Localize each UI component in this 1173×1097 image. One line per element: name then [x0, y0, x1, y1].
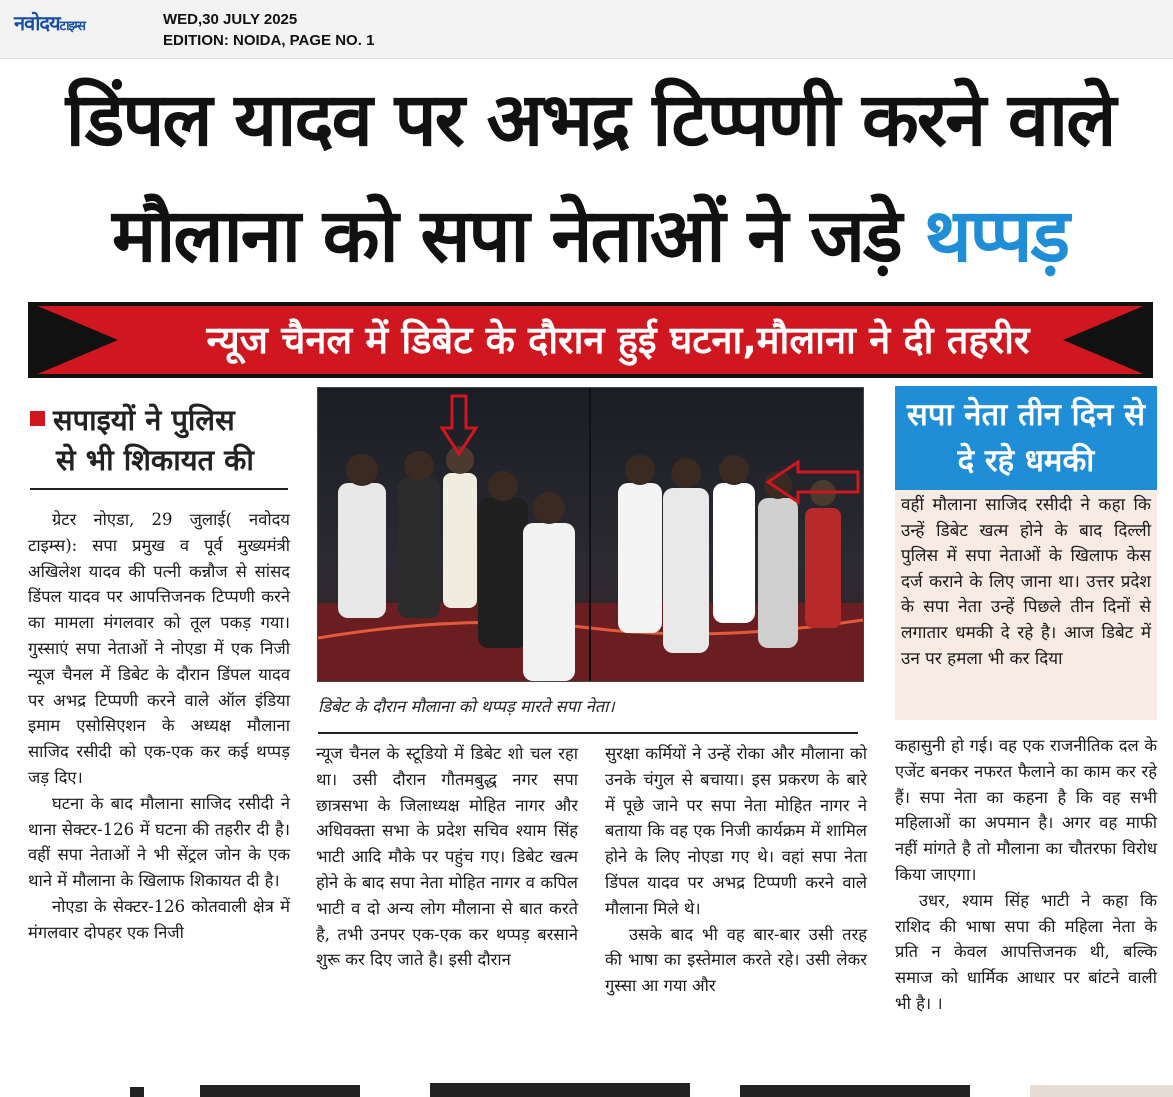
subheadline-ribbon: [28, 302, 1153, 378]
subhead-line-2: से भी शिकायत की: [56, 443, 254, 477]
publication-logo[interactable]: [14, 9, 85, 36]
edition-info: EDITION: NOIDA, PAGE NO. 1: [163, 32, 375, 49]
edition-meta: [163, 9, 374, 51]
news-photo[interactable]: [317, 387, 864, 682]
sidebox-body: [895, 490, 1157, 720]
column-3-paragraph: उसके बाद भी वह बार-बार उसी तरह की भाषा का इस्तेमाल करते रहे। उसी लेकर गुस्सा आ गया और: [605, 924, 867, 996]
debate-scene-image: [318, 388, 863, 681]
logo-sub: टाइम्स: [59, 19, 85, 34]
headline-line-2: [20, 186, 1160, 286]
cutoff-text-shapes: [0, 1079, 1173, 1097]
masthead: [0, 0, 1173, 59]
photo-caption: डिबेट के दौरान मौलाना को थप्पड़ मारते सपा नेता।: [318, 697, 615, 716]
column-3-paragraph: सुरक्षा कर्मियों ने उन्हें रोका और मौलाना को उनके चंगुल से बचाया। इस प्रकरण के बारे में पूछे जाने पर सपा नेता मोहित नागर ने बताया कि वह एक निजी कार्यक्रम में शामिल होने के लिए नोएडा गए थे। वहां सपा नेता डिंपल यादव पर अभद्र टिप्पणी करने वाले मौलाना मिले थे।: [605, 744, 867, 918]
column-4-paragraph: उधर, श्याम सिंह भाटी ने कहा कि राशिद की भाषा सपा की महिला नेता के प्रति न केवल आपत्तिजनक थी, बल्कि समाज को धार्मिक आधार पर बांटने वाली भी है। ।: [895, 890, 1157, 1013]
headline-highlight: थप्पड़: [924, 193, 1069, 279]
next-headline-cutoff: [0, 1079, 1173, 1097]
article-column-3: [605, 741, 867, 999]
headline-line-1: डिंपल यादव पर अभद्र टिप्पणी करने वाले: [65, 77, 1115, 163]
red-square-bullet-icon: [30, 411, 45, 426]
column-1-paragraph: ग्रेटर नोएडा, 29 जुलाई( नवोदय टाइम्स): सपा प्रमुख व पूर्व मुख्यमंत्री अखिलेश यादव की पत्नी कन्नौज से सांसद डिंपल यादव पर आपत्तिजनक टिप्पणी करने का मामला मंगलवार को तूल पकड़ गया। गुस्साएं सपा नेताओं ने नोएडा में एक निजी न्यूज चैनल में डिबेट के दौरान डिंपल यादव पर अभद्र टिप्पणी करने वाले ऑल इंडिया इमाम एसोसिएशन के अध्यक्ष मौलाना साजिद रसीदी को एक-एक कर कई थप्पड़ जड़ दिए।: [28, 510, 290, 787]
caption-divider: [318, 732, 858, 734]
column-1-paragraph: घटना के बाद मौलाना साजिद रसीदी ने थाना सेक्टर-126 में घटना की तहरीर दी है। वहीं सपा नेताओं ने भी सेंट्रल जोन के एक थाने में मौलाना के खिलाफ शिकायत दी है।: [28, 793, 290, 891]
edition-date: WED,30 JULY 2025: [163, 11, 298, 28]
sidebox-paragraph: वहीं मौलाना साजिद रसीदी ने कहा कि उन्हें डिबेट खत्म होने के बाद दिल्ली पुलिस में सपा नेताओं के खिलाफ केस दर्ज कराने के लिए जाना था। उत्तर प्रदेश के सपा नेता उन्हें पिछले तीन दिनों से लगातार धमकी दे रहे है। आज डिबेट में उन पर हमला भी कर दिया: [901, 495, 1151, 669]
column-2-paragraph: न्यूज चैनल के स्टूडियो में डिबेट शो चल रहा था। उसी दौरान गौतमबुद्ध नगर सपा छात्रसभा के जिलाध्यक्ष मोहित नागर और अधिवक्ता सभा के प्रदेश सचिव श्याम सिंह भाटी आदि मौके पर पहुंच गए। डिबेट खत्म होने के बाद सपा नेता मोहित नागर व कपिल भाटी व दो अन्य लोग मौलाना से बात करते है, तभी उनपर एक-एक कर थप्पड़ बरसाने शुरू कर दिए जाते है। इसी दौरान: [316, 744, 578, 970]
section-subhead: [30, 400, 290, 480]
ribbon-text: न्यूज चैनल में डिबेट के दौरान हुई घटना,मौलाना ने दी तहरीर: [206, 318, 1030, 362]
column-4-paragraph: कहासुनी हो गई। वह एक राजनीतिक दल के एजेंट बनकर नफरत फैलाने का काम कर रहे हैं। सपा नेता का कहना है कि वह सभी महिलाओं का अपमान है। अगर वह माफी नहीं मांगते है तो मौलाना का चौतरफा विरोध किया जाएगा।: [895, 736, 1157, 884]
article-column-4: [895, 733, 1157, 1017]
subhead-line-1: सपाइयों ने पुलिस: [53, 403, 235, 437]
column-1-paragraph: नोएडा के सेक्टर-126 कोतवाली क्षेत्र में मंगलवार दोपहर एक निजी: [28, 896, 290, 942]
logo-main: नवोदय: [14, 11, 60, 35]
sidebox-heading: सपा नेता तीन दिन से दे रहे धमकी: [895, 386, 1157, 490]
headline-line-2-main: मौलाना को सपा नेताओं ने जड़े: [111, 193, 901, 279]
article-column-1: [28, 507, 290, 946]
article-column-2: [316, 741, 578, 973]
subhead-divider: [30, 488, 288, 490]
